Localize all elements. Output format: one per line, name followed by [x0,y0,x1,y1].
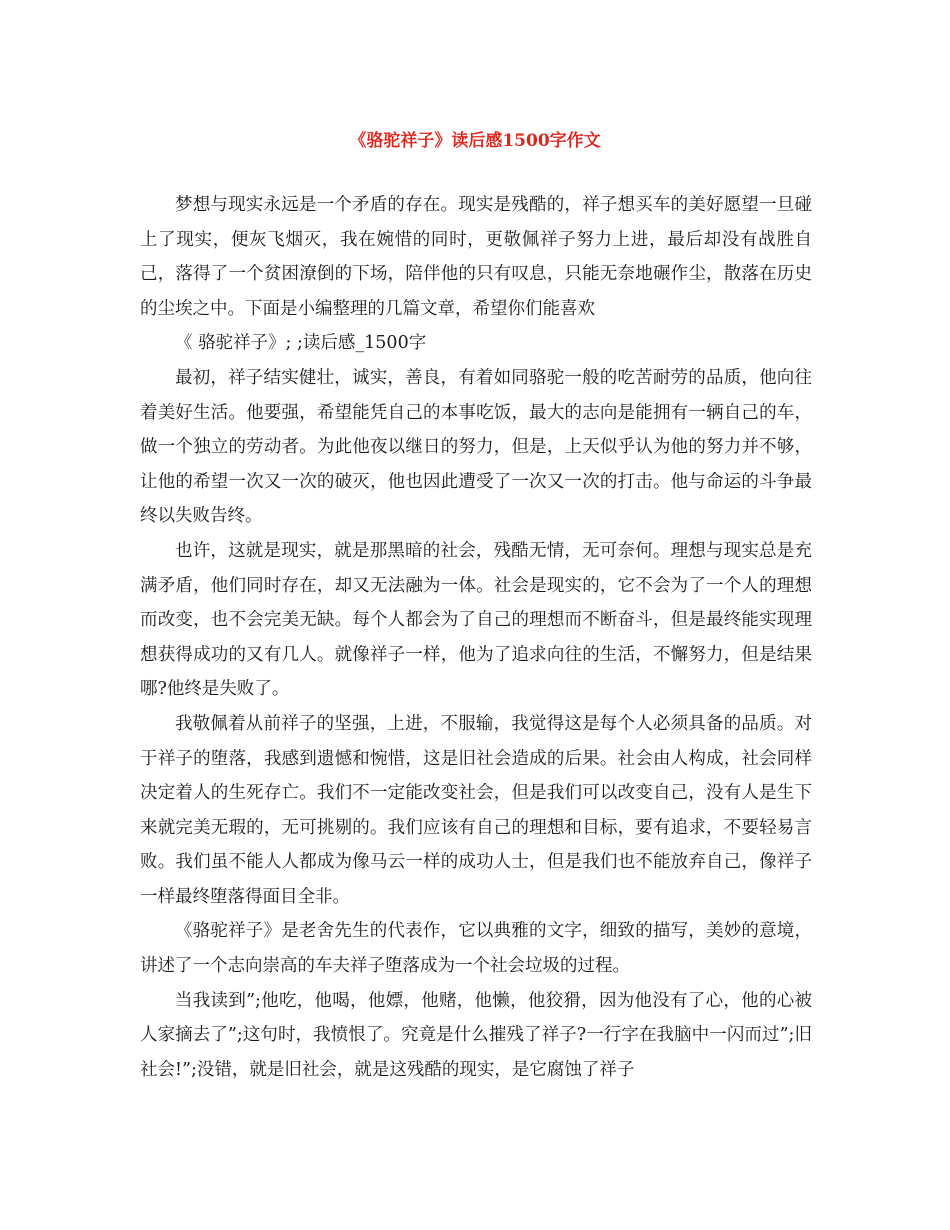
page-title: 《骆驼祥子》读后感1500字作文 [349,131,601,151]
paragraph-2: 也许，这就是现实，就是那黑暗的社会，残酷无情，无可奈何。理想与现实总是充满矛盾，他们同时存在，却又无法融为一体。社会是现实的，它不会为了一个人的理想而改变，也不会完美无缺。每个人都会为了自己的理想而不断奋斗，但是最终能实现理想获得成功的又有几人。就像祥子一样，他为了追求向往的生活，不懈努力，但是结果哪?他终是失败了。 [140,540,812,700]
paragraph-intro: 梦想与现实永远是一个矛盾的存在。现实是残酷的，祥子想买车的美好愿望一旦碰上了现实，便灰飞烟灭，我在婉惜的同时，更敬佩祥子努力上进，最后却没有战胜自己，落得了一个贫困潦倒的下场，陪伴他的只有叹息，只能无奈地碾作尘，散落在历史的尘埃之中。下面是小编整理的几篇文章，希望你们能喜欢 [140,195,812,319]
paragraph-subheading: 《 骆驼祥子》; ;读后感_1500字 [175,333,427,354]
paragraph-4: 《骆驼祥子》是老舍先生的代表作，它以典雅的文字，细致的描写，美妙的意境，讲述了一个志向崇高的车夫祥子堕落成为一个社会垃圾的过程。 [140,921,812,977]
paragraph-3: 我敬佩着从前祥子的坚强，上进，不服输，我觉得这是每个人必须具备的品质。对于祥子的堕落，我感到遗憾和惋惜，这是旧社会造成的后果。社会由人构成，社会同样决定着人的生死存亡。我们不一定能改变社会，但是我们可以改变自己，没有人是生下来就完美无瑕的，无可挑剔的。我们应该有自己的理想和目标，要有追求，不要轻易言败。我们虽不能人人都成为像马云一样的成功人士，但是我们也不能放弃自己，像祥子一样最终堕落得面目全非。 [140,713,812,907]
paragraph-5: 当我读到”;他吃，他喝，他嫖，他赌，他懒，他狡猾，因为他没有了心，他的心被人家摘去了”;这句时，我愤恨了。究竟是什么摧残了祥子?一行字在我脑中一闪而过”;旧社会!”;没错，就是旧社会，就是这残酷的现实，是它腐蚀了祥子 [140,990,812,1080]
paragraph-1: 最初，祥子结实健壮，诚实，善良，有着如同骆驼一般的吃苦耐劳的品质，他向往着美好生活。他要强，希望能凭自己的本事吃饭，最大的志向是能拥有一辆自己的车，做一个独立的劳动者。为此他夜以继日的努力，但是，上天似乎认为他的努力并不够，让他的希望一次又一次的破灭，他也因此遭受了一次又一次的打击。他与命运的斗争最终以失败告终。 [140,367,812,527]
article-body [140,188,812,1087]
